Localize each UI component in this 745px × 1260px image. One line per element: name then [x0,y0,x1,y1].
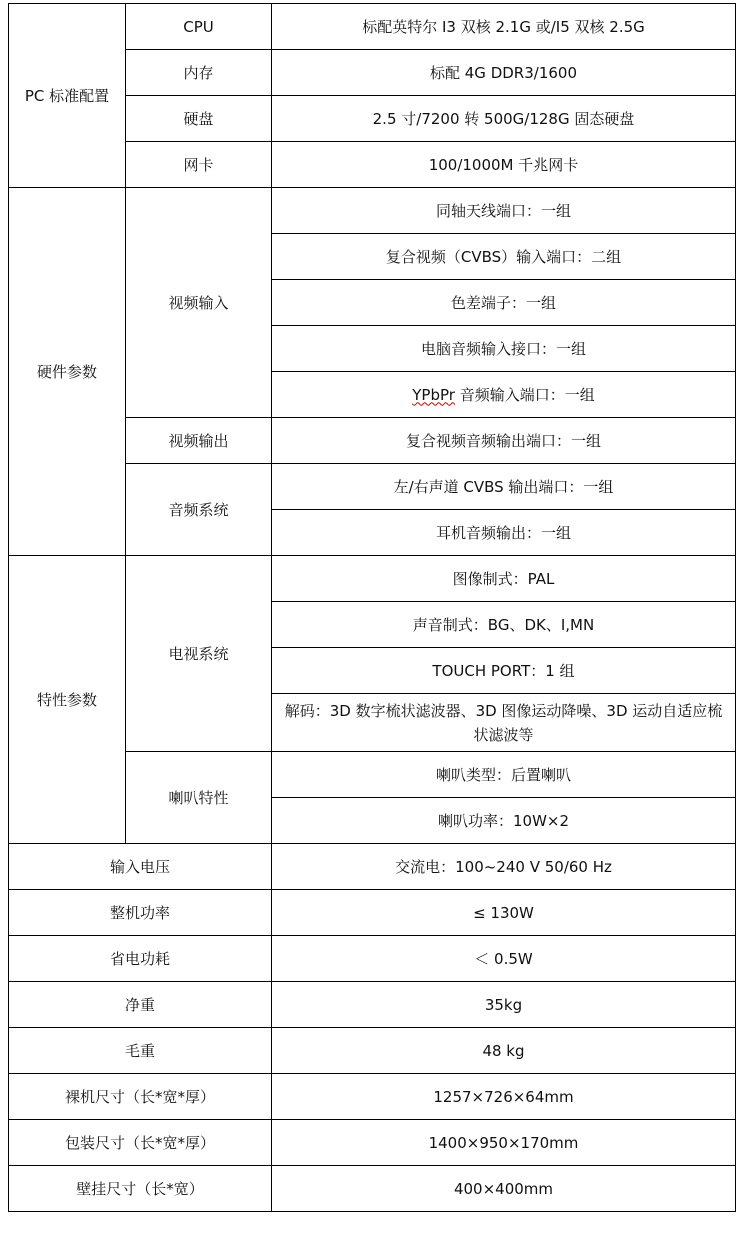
table-row [9,1120,736,1166]
standby-power-label: 省电功耗 [9,936,272,982]
video-input-item: 电脑音频输入接口：一组 [272,326,736,372]
gross-weight-value: 48 kg [272,1028,736,1074]
spec-table [8,3,736,1212]
bare-size-value: 1257×726×64mm [272,1074,736,1120]
tv-system-item: 图像制式：PAL [272,556,736,602]
table-row [9,982,736,1028]
video-input-item: 复合视频（CVBS）输入端口：二组 [272,234,736,280]
video-output-item: 复合视频音频输出端口：一组 [272,418,736,464]
speaker-label: 喇叭特性 [126,752,272,844]
disk-label: 硬盘 [126,96,272,142]
cpu-value: 标配英特尔 I3 双核 2.1G 或/I5 双核 2.5G [272,4,736,50]
ypbpr-word: YPbPr [412,385,455,404]
wall-mount-size-label: 壁挂尺寸（长*宽） [9,1166,272,1212]
video-input-label: 视频输入 [126,188,272,418]
speaker-item: 喇叭类型：后置喇叭 [272,752,736,798]
nic-label: 网卡 [126,142,272,188]
table-row [9,188,736,234]
wall-mount-size-value: 400×400mm [272,1166,736,1212]
input-voltage-label: 输入电压 [9,844,272,890]
tv-system-item: 声音制式：BG、DK、I,MN [272,602,736,648]
table-row [9,4,736,50]
table-row [9,936,736,982]
features-group-label: 特性参数 [9,556,126,844]
video-output-label: 视频输出 [126,418,272,464]
standby-power-value: ＜ 0.5W [272,936,736,982]
net-weight-label: 净重 [9,982,272,1028]
table-row [9,1166,736,1212]
hardware-group-label: 硬件参数 [9,188,126,556]
package-size-value: 1400×950×170mm [272,1120,736,1166]
video-input-item: 同轴天线端口：一组 [272,188,736,234]
net-weight-value: 35kg [272,982,736,1028]
gross-weight-label: 毛重 [9,1028,272,1074]
power-value: ≤ 130W [272,890,736,936]
audio-system-item: 左/右声道 CVBS 输出端口：一组 [272,464,736,510]
power-label: 整机功率 [9,890,272,936]
tv-system-item: TOUCH PORT：1 组 [272,648,736,694]
audio-system-item: 耳机音频输出：一组 [272,510,736,556]
package-size-label: 包装尺寸（长*宽*厚） [9,1120,272,1166]
ypbpr-rest: 音频输入端口：一组 [454,385,595,404]
disk-value: 2.5 寸/7200 转 500G/128G 固态硬盘 [272,96,736,142]
table-row [9,1074,736,1120]
cpu-label: CPU [126,4,272,50]
memory-value: 标配 4G DDR3/1600 [272,50,736,96]
table-row [9,556,736,602]
audio-system-label: 音频系统 [126,464,272,556]
video-input-item: 色差端子：一组 [272,280,736,326]
table-row [9,890,736,936]
table-row [9,844,736,890]
video-input-item [272,372,736,418]
pc-config-group-label: PC 标准配置 [9,4,126,188]
speaker-item: 喇叭功率：10W×2 [272,798,736,844]
tv-system-item: 解码：3D 数字梳状滤波器、3D 图像运动降噪、3D 运动自适应梳状滤波等 [272,694,736,752]
input-voltage-value: 交流电：100~240 V 50/60 Hz [272,844,736,890]
bare-size-label: 裸机尺寸（长*宽*厚） [9,1074,272,1120]
memory-label: 内存 [126,50,272,96]
tv-system-label: 电视系统 [126,556,272,752]
table-row [9,1028,736,1074]
nic-value: 100/1000M 千兆网卡 [272,142,736,188]
